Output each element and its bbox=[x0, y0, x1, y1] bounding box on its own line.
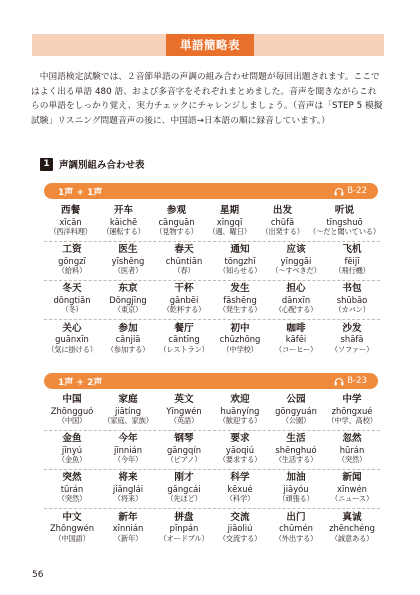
word-hanzi: 忽然 bbox=[342, 433, 362, 445]
vocab-entry bbox=[156, 395, 212, 426]
word-pinyin: fēijī bbox=[344, 255, 360, 266]
word-hanzi: 欢迎 bbox=[230, 394, 250, 406]
word-hanzi: 真诚 bbox=[342, 511, 362, 523]
vocab-entry bbox=[268, 284, 324, 315]
word-hanzi: 发生 bbox=[230, 283, 250, 295]
word-pinyin: chūmén bbox=[279, 523, 313, 534]
word-meaning: （ソファー） bbox=[330, 344, 374, 354]
word-hanzi: 中文 bbox=[62, 511, 82, 523]
word-pinyin: gōngyuán bbox=[275, 405, 317, 416]
word-hanzi: 刚才 bbox=[174, 472, 194, 484]
tone-group-label: 1声 + 2声 bbox=[58, 377, 103, 388]
word-meaning: （中国語） bbox=[54, 533, 90, 543]
word-pinyin: xīcān bbox=[59, 216, 82, 227]
tone-group-header bbox=[44, 183, 378, 199]
word-meaning: （カバン） bbox=[334, 305, 370, 315]
word-hanzi: 沙发 bbox=[342, 322, 362, 334]
word-pinyin: gānbēi bbox=[169, 294, 199, 305]
vocab-entry bbox=[156, 513, 212, 544]
vocab-entry bbox=[212, 513, 268, 544]
word-pinyin: kēxué bbox=[227, 483, 253, 494]
word-meaning: （将来） bbox=[113, 494, 143, 504]
word-meaning: （心配する） bbox=[274, 305, 318, 315]
vocab-entry bbox=[44, 324, 100, 355]
word-meaning: （週、曜日） bbox=[208, 227, 251, 237]
word-meaning: （金魚） bbox=[57, 455, 87, 465]
vocab-entry bbox=[100, 473, 156, 504]
word-pinyin: shāfā bbox=[340, 334, 364, 345]
vocab-entry bbox=[324, 513, 380, 544]
vocab-entry bbox=[268, 473, 324, 504]
word-meaning: （中学、高校） bbox=[327, 416, 377, 426]
word-meaning: （飛行機） bbox=[334, 266, 370, 276]
word-hanzi: 生活 bbox=[286, 433, 306, 445]
word-meaning: （医者） bbox=[113, 266, 143, 276]
vocab-entry bbox=[268, 513, 324, 544]
word-hanzi: 参加 bbox=[118, 322, 138, 334]
word-pinyin: guānxīn bbox=[55, 334, 89, 345]
word-meaning: （英語） bbox=[169, 416, 199, 426]
word-meaning: （生活する） bbox=[274, 455, 318, 465]
word-hanzi: 担心 bbox=[286, 283, 306, 295]
vocab-table bbox=[44, 392, 380, 548]
vocab-row bbox=[44, 470, 380, 509]
word-hanzi: 参观 bbox=[166, 205, 187, 217]
word-pinyin: tōngzhī bbox=[224, 255, 256, 266]
word-meaning: （知らせる） bbox=[218, 266, 262, 276]
word-pinyin: gāngcái bbox=[167, 483, 201, 494]
word-meaning: （頑張る） bbox=[278, 494, 314, 504]
vocab-row bbox=[44, 281, 380, 320]
word-hanzi: 钢琴 bbox=[174, 433, 194, 445]
vocab-entry bbox=[212, 324, 268, 355]
vocab-entry bbox=[309, 206, 380, 237]
word-hanzi: 东京 bbox=[118, 283, 138, 295]
audio-track bbox=[334, 376, 367, 386]
word-pinyin: kāfēi bbox=[285, 334, 307, 345]
vocab-entry bbox=[324, 284, 380, 315]
word-hanzi: 应该 bbox=[286, 244, 306, 256]
word-meaning: （ニュース） bbox=[330, 494, 374, 504]
vocab-entry bbox=[256, 206, 309, 237]
word-meaning: （外出する） bbox=[274, 533, 318, 543]
audio-track bbox=[334, 186, 367, 196]
vocab-entry bbox=[268, 245, 324, 276]
word-hanzi: 家庭 bbox=[118, 394, 138, 406]
word-meaning: （今年） bbox=[113, 455, 143, 465]
word-hanzi: 突然 bbox=[62, 472, 82, 484]
word-meaning: （突然） bbox=[57, 494, 87, 504]
word-pinyin: Zhōngwén bbox=[49, 523, 95, 534]
word-meaning: （気に掛ける） bbox=[47, 344, 97, 354]
section-title: 声調別組み合わせ表 bbox=[59, 160, 145, 171]
word-meaning: （ピアノ） bbox=[166, 455, 202, 465]
tone-group-header bbox=[44, 373, 378, 389]
vocab-entry bbox=[100, 513, 156, 544]
word-pinyin: gāngqín bbox=[166, 444, 202, 455]
word-meaning: （春） bbox=[173, 266, 195, 276]
vocab-row bbox=[44, 431, 380, 470]
vocab-entry bbox=[212, 245, 268, 276]
word-hanzi: 中国 bbox=[62, 394, 82, 406]
word-hanzi: 将来 bbox=[118, 472, 138, 484]
word-meaning: （歓迎する） bbox=[218, 416, 262, 426]
word-meaning: （突然） bbox=[337, 455, 367, 465]
intro-paragraph: 中国語検定試験では、２音節単語の声調の組み合わせ問題が毎回出題されます。ここではよく出る単語 480 語、および多音字をそれぞれまとめました。音声を聞きながらこれらの単語をしっかり覚え、実力チェックにチャレンジしましょう。（音声は「STEP 5 模擬試験」リスニング問題音声の後に、中国語→日本語の順に録音しています。） bbox=[31, 72, 383, 126]
vocab-entry bbox=[44, 284, 100, 315]
word-hanzi: 春天 bbox=[174, 244, 194, 256]
vocab-entry bbox=[44, 473, 100, 504]
word-hanzi: 新闻 bbox=[342, 472, 362, 484]
word-pinyin: Dōngjīng bbox=[109, 294, 147, 305]
word-hanzi: 冬天 bbox=[62, 283, 82, 295]
word-pinyin: chūntiān bbox=[165, 255, 203, 266]
vocab-entry bbox=[100, 434, 156, 465]
word-hanzi: 听说 bbox=[334, 205, 355, 217]
word-pinyin: jiāoliú bbox=[227, 523, 253, 534]
intro-text bbox=[31, 70, 383, 128]
word-pinyin: pīnpán bbox=[169, 523, 199, 534]
vocab-entry bbox=[156, 284, 212, 315]
vocab-entry bbox=[156, 473, 212, 504]
word-pinyin: fāshēng bbox=[223, 294, 257, 305]
vocab-entry bbox=[268, 324, 324, 355]
word-hanzi: 加油 bbox=[286, 472, 306, 484]
tone-group-label: 1声 + 1声 bbox=[58, 187, 103, 198]
word-pinyin: xīnnián bbox=[112, 523, 144, 534]
word-hanzi: 餐厅 bbox=[174, 322, 194, 334]
word-meaning: （オードブル） bbox=[159, 533, 209, 543]
vocab-entry bbox=[44, 434, 100, 465]
word-pinyin: shēnghuó bbox=[275, 444, 317, 455]
word-hanzi: 公园 bbox=[286, 394, 306, 406]
vocab-row bbox=[44, 203, 380, 242]
word-meaning: （先ほど） bbox=[166, 494, 202, 504]
vocab-row bbox=[44, 242, 380, 281]
vocab-entry bbox=[100, 395, 156, 426]
word-meaning: （〜だと聞いている） bbox=[309, 227, 380, 237]
vocab-row bbox=[44, 320, 380, 359]
word-hanzi: 关心 bbox=[62, 322, 82, 334]
track-number: B-23 bbox=[347, 376, 367, 386]
word-pinyin: yīnggāi bbox=[280, 255, 312, 266]
vocab-entry bbox=[324, 245, 380, 276]
section-number: 1 bbox=[40, 158, 53, 171]
word-pinyin: jīnnián bbox=[113, 444, 143, 455]
word-hanzi: 科学 bbox=[230, 472, 250, 484]
word-pinyin: tīngshuō bbox=[326, 216, 363, 227]
vocab-entry bbox=[100, 245, 156, 276]
word-pinyin: yīshēng bbox=[111, 255, 145, 266]
vocab-entry bbox=[324, 395, 380, 426]
vocab-entry bbox=[156, 324, 212, 355]
vocab-entry bbox=[324, 324, 380, 355]
vocab-row bbox=[44, 392, 380, 431]
word-meaning: （出発する） bbox=[261, 227, 304, 237]
vocab-entry bbox=[203, 206, 256, 237]
word-hanzi: 飞机 bbox=[342, 244, 362, 256]
word-hanzi: 拼盘 bbox=[174, 511, 194, 523]
word-pinyin: gōngzī bbox=[58, 255, 86, 266]
word-pinyin: shūbāo bbox=[336, 294, 368, 305]
word-hanzi: 咖啡 bbox=[286, 322, 306, 334]
vocab-entry bbox=[156, 245, 212, 276]
word-meaning: （家庭、家族） bbox=[103, 416, 153, 426]
word-meaning: （新年） bbox=[113, 533, 143, 543]
word-meaning: （レストラン） bbox=[159, 344, 209, 354]
word-hanzi: 开车 bbox=[113, 205, 134, 217]
word-meaning: （発生する） bbox=[218, 305, 262, 315]
word-pinyin: kāichē bbox=[109, 216, 138, 227]
word-hanzi: 交流 bbox=[230, 511, 250, 523]
vocab-entry bbox=[100, 324, 156, 355]
word-hanzi: 出发 bbox=[272, 205, 293, 217]
word-hanzi: 西餐 bbox=[60, 205, 81, 217]
word-meaning: （〜すべきだ） bbox=[271, 266, 321, 276]
word-hanzi: 干杯 bbox=[174, 283, 194, 295]
word-pinyin: jiānglái bbox=[112, 483, 144, 494]
word-hanzi: 医生 bbox=[118, 244, 138, 256]
word-pinyin: tūrán bbox=[60, 483, 84, 494]
word-meaning: （東京） bbox=[113, 305, 143, 315]
word-hanzi: 书包 bbox=[342, 283, 362, 295]
word-pinyin: jiāyóu bbox=[283, 483, 309, 494]
vocab-entry bbox=[212, 473, 268, 504]
headphone-icon bbox=[334, 377, 344, 386]
word-hanzi: 英文 bbox=[174, 394, 194, 406]
word-meaning: （コーヒー） bbox=[274, 344, 318, 354]
headphone-icon bbox=[334, 187, 344, 196]
section-heading bbox=[40, 157, 145, 171]
word-pinyin: Zhōngguó bbox=[50, 405, 94, 416]
word-pinyin: zhōngxué bbox=[331, 405, 373, 416]
word-pinyin: chūzhōng bbox=[219, 334, 261, 345]
word-meaning: （中学校） bbox=[222, 344, 258, 354]
vocab-entry bbox=[324, 473, 380, 504]
word-pinyin: cānjiā bbox=[115, 334, 141, 345]
word-hanzi: 通知 bbox=[230, 244, 250, 256]
word-hanzi: 要求 bbox=[230, 433, 250, 445]
vocab-entry bbox=[100, 284, 156, 315]
word-pinyin: xīnwén bbox=[337, 483, 367, 494]
vocab-entry bbox=[212, 284, 268, 315]
word-hanzi: 中学 bbox=[342, 394, 362, 406]
word-meaning: （中国） bbox=[57, 416, 87, 426]
word-meaning: （交流する） bbox=[218, 533, 262, 543]
vocab-entry bbox=[212, 434, 268, 465]
word-meaning: （西洋料理） bbox=[49, 227, 92, 237]
word-meaning: （誠意ある） bbox=[330, 533, 374, 543]
word-pinyin: cāntīng bbox=[168, 334, 200, 345]
word-meaning: （公園） bbox=[281, 416, 311, 426]
vocab-entry bbox=[324, 434, 380, 465]
word-hanzi: 工资 bbox=[62, 244, 82, 256]
word-pinyin: xīngqī bbox=[216, 216, 243, 227]
vocab-entry bbox=[97, 206, 150, 237]
page-title: 単語簡略表 bbox=[166, 34, 254, 56]
word-pinyin: Yīngwén bbox=[166, 405, 202, 416]
word-hanzi: 金鱼 bbox=[62, 433, 82, 445]
vocab-entry bbox=[268, 434, 324, 465]
page-number: 56 bbox=[32, 570, 44, 580]
vocab-entry bbox=[44, 206, 97, 237]
word-meaning: （乾杯する） bbox=[162, 305, 206, 315]
vocab-entry bbox=[44, 395, 100, 426]
word-pinyin: jiātíng bbox=[114, 405, 142, 416]
vocab-entry bbox=[150, 206, 203, 237]
word-hanzi: 出门 bbox=[286, 511, 306, 523]
word-pinyin: zhēnchéng bbox=[329, 523, 375, 534]
track-number: B-22 bbox=[347, 186, 367, 196]
vocab-entry bbox=[156, 434, 212, 465]
word-pinyin: hūrán bbox=[339, 444, 365, 455]
word-hanzi: 新年 bbox=[118, 511, 138, 523]
word-pinyin: huānyíng bbox=[220, 405, 260, 416]
vocab-entry bbox=[44, 245, 100, 276]
vocab-entry bbox=[212, 395, 268, 426]
word-meaning: （冬） bbox=[61, 305, 83, 315]
word-meaning: （科学） bbox=[225, 494, 255, 504]
word-meaning: （見物する） bbox=[155, 227, 198, 237]
word-pinyin: yāoqiú bbox=[225, 444, 255, 455]
word-meaning: （要求する） bbox=[218, 455, 262, 465]
vocab-entry bbox=[44, 513, 100, 544]
vocab-entry bbox=[268, 395, 324, 426]
word-hanzi: 星期 bbox=[219, 205, 240, 217]
word-pinyin: dōngtiān bbox=[53, 294, 91, 305]
word-pinyin: cānguān bbox=[158, 216, 195, 227]
word-meaning: （参加する） bbox=[106, 344, 150, 354]
vocab-table bbox=[44, 203, 380, 359]
word-meaning: （給料） bbox=[57, 266, 87, 276]
word-pinyin: chūfā bbox=[270, 216, 295, 227]
vocab-row bbox=[44, 509, 380, 548]
word-meaning: （運転する） bbox=[102, 227, 145, 237]
word-pinyin: dānxīn bbox=[281, 294, 311, 305]
word-hanzi: 初中 bbox=[230, 322, 250, 334]
word-hanzi: 今年 bbox=[118, 433, 138, 445]
word-pinyin: jīnyú bbox=[61, 444, 83, 455]
